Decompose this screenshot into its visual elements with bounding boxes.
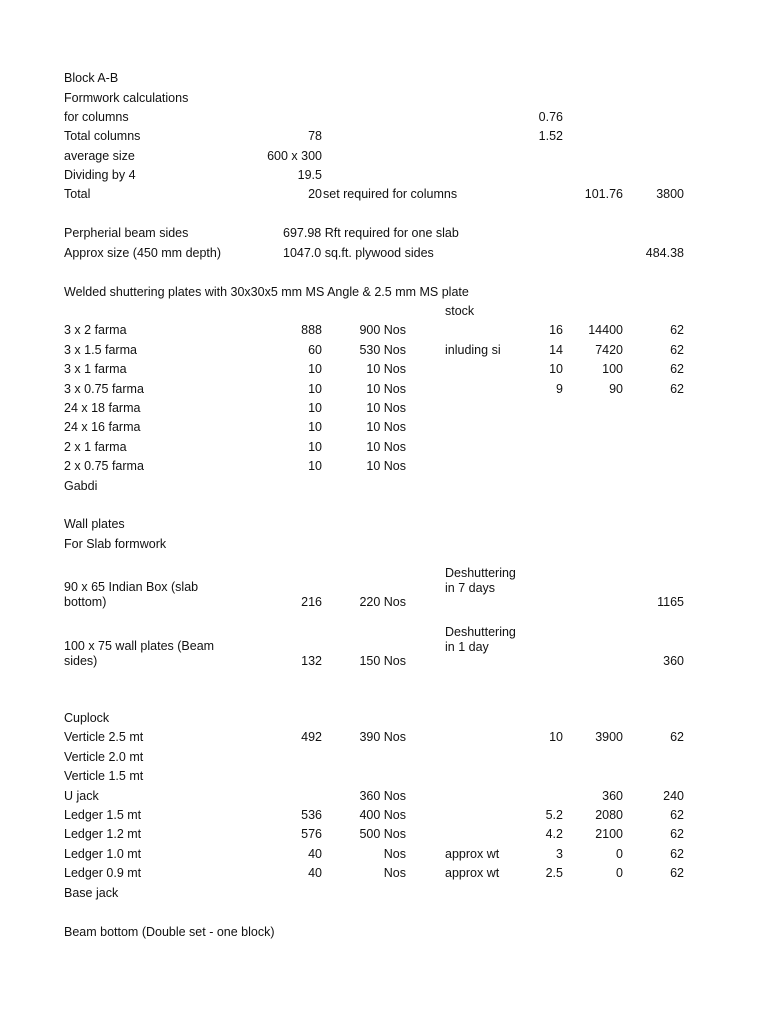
- cell-f[interactable]: 14400: [588, 323, 623, 337]
- cell-d[interactable]: inluding si: [445, 343, 501, 357]
- cell-b[interactable]: 492: [301, 730, 322, 744]
- cell-e[interactable]: 5.2: [545, 808, 563, 822]
- cell-d[interactable]: stock: [445, 304, 475, 318]
- cell-b[interactable]: 10: [308, 440, 322, 454]
- cell-b[interactable]: 78: [308, 129, 322, 143]
- cell-c-text[interactable]: set required for columns: [323, 187, 458, 201]
- cell-a[interactable]: 24 x 16 farma: [64, 420, 141, 434]
- cell-a[interactable]: Ledger 1.5 mt: [64, 808, 142, 822]
- cell-b[interactable]: 600 x 300: [267, 149, 322, 163]
- cell-d[interactable]: Deshuttering in 1 day: [445, 625, 516, 654]
- cell-c[interactable]: 150 Nos: [359, 654, 406, 668]
- cell-a[interactable]: 3 x 1.5 farma: [64, 343, 137, 357]
- cell-e[interactable]: 2.5: [545, 866, 563, 880]
- cell-e[interactable]: 4.2: [545, 827, 563, 841]
- cell-f[interactable]: 90: [609, 382, 623, 396]
- cell-e[interactable]: 0.76: [538, 110, 563, 124]
- cell-c[interactable]: 900 Nos: [359, 323, 406, 337]
- cell-a[interactable]: Verticle 1.5 mt: [64, 769, 144, 783]
- cell-a[interactable]: 3 x 0.75 farma: [64, 382, 144, 396]
- cell-e[interactable]: 1.52: [538, 129, 563, 143]
- cell-g[interactable]: 62: [670, 730, 684, 744]
- cell-a[interactable]: Beam bottom (Double set - one block): [64, 925, 275, 939]
- cell-d[interactable]: approx wt: [445, 847, 500, 861]
- cell-a[interactable]: Approx size (450 mm depth): [64, 246, 222, 260]
- cell-c[interactable]: 220 Nos: [359, 595, 406, 609]
- cell-c[interactable]: 10 Nos: [366, 401, 406, 415]
- cell-b[interactable]: 10: [308, 420, 322, 434]
- cell-a[interactable]: Ledger 1.2 mt: [64, 827, 142, 841]
- cell-a[interactable]: average size: [64, 149, 135, 163]
- cell-a[interactable]: Gabdi: [64, 479, 98, 493]
- cell-g[interactable]: 62: [670, 323, 684, 337]
- cell-c[interactable]: 10 Nos: [366, 420, 406, 434]
- cell-c[interactable]: 10 Nos: [366, 440, 406, 454]
- cell-d[interactable]: Deshuttering in 7 days: [445, 566, 516, 595]
- cell-g[interactable]: 62: [670, 866, 684, 880]
- cell-a[interactable]: Verticle 2.5 mt: [64, 730, 144, 744]
- cell-c[interactable]: 10 Nos: [366, 459, 406, 473]
- cell-a[interactable]: Base jack: [64, 886, 119, 900]
- cell-f[interactable]: 101.76: [584, 187, 623, 201]
- cell-e[interactable]: 14: [549, 343, 563, 357]
- cell-a[interactable]: Perpherial beam sides: [64, 226, 189, 240]
- cell-e[interactable]: 9: [556, 382, 563, 396]
- cell-a[interactable]: for columns: [64, 110, 129, 124]
- cell-a[interactable]: 100 x 75 wall plates (Beam sides): [64, 639, 215, 668]
- cell-a[interactable]: Block A-B: [64, 71, 119, 85]
- cell-a[interactable]: Total columns: [64, 129, 141, 143]
- cell-c[interactable]: Nos: [383, 866, 406, 880]
- cell-f[interactable]: 0: [616, 866, 623, 880]
- cell-b[interactable]: 60: [308, 343, 322, 357]
- cell-f[interactable]: 100: [602, 362, 623, 376]
- cell-b[interactable]: 10: [308, 459, 322, 473]
- cell-b[interactable]: 40: [308, 866, 322, 880]
- cell-g[interactable]: 62: [670, 847, 684, 861]
- cell-g[interactable]: 62: [670, 808, 684, 822]
- cell-f[interactable]: 0: [616, 847, 623, 861]
- cell-a[interactable]: Ledger 1.0 mt: [64, 847, 142, 861]
- cell-g[interactable]: 62: [670, 343, 684, 357]
- cell-a[interactable]: Verticle 2.0 mt: [64, 750, 144, 764]
- cell-b[interactable]: 888: [301, 323, 322, 337]
- cell-g[interactable]: 62: [670, 362, 684, 376]
- cell-g[interactable]: 240: [663, 789, 684, 803]
- cell-b[interactable]: 216: [301, 595, 322, 609]
- cell-a[interactable]: 3 x 1 farma: [64, 362, 127, 376]
- cell-a[interactable]: Ledger 0.9 mt: [64, 866, 142, 880]
- cell-c[interactable]: 10 Nos: [366, 362, 406, 376]
- cell-d[interactable]: approx wt: [445, 866, 500, 880]
- cell-a[interactable]: For Slab formwork: [64, 537, 167, 551]
- cell-c[interactable]: 360 Nos: [359, 789, 406, 803]
- cell-c[interactable]: Nos: [383, 847, 406, 861]
- cell-f[interactable]: 2080: [595, 808, 623, 822]
- cell-e[interactable]: 10: [549, 362, 563, 376]
- cell-a[interactable]: Dividing by 4: [64, 168, 136, 182]
- cell-a[interactable]: 24 x 18 farma: [64, 401, 141, 415]
- cell-f[interactable]: 7420: [595, 343, 623, 357]
- cell-e[interactable]: 10: [549, 730, 563, 744]
- cell-c[interactable]: 390 Nos: [359, 730, 406, 744]
- cell-a[interactable]: Total: [64, 187, 91, 201]
- cell-g[interactable]: 62: [670, 827, 684, 841]
- cell-b[interactable]: 10: [308, 382, 322, 396]
- cell-c[interactable]: 500 Nos: [359, 827, 406, 841]
- cell-a[interactable]: 2 x 1 farma: [64, 440, 127, 454]
- cell-f[interactable]: 360: [602, 789, 623, 803]
- cell-g[interactable]: 484.38: [645, 246, 684, 260]
- cell-a[interactable]: Wall plates: [64, 517, 125, 531]
- cell-g[interactable]: 62: [670, 382, 684, 396]
- cell-a[interactable]: Cuplock: [64, 711, 110, 725]
- cell-a[interactable]: U jack: [64, 789, 99, 803]
- cell-f[interactable]: 2100: [595, 827, 623, 841]
- cell-b[interactable]: 10: [308, 401, 322, 415]
- cell-b[interactable]: 19.5: [297, 168, 322, 182]
- cell-a[interactable]: Formwork calculations: [64, 91, 189, 105]
- cell-c[interactable]: 10 Nos: [366, 382, 406, 396]
- cell-e[interactable]: 3: [556, 847, 563, 861]
- cell-c[interactable]: 530 Nos: [359, 343, 406, 357]
- cell-b[interactable]: 40: [308, 847, 322, 861]
- cell-b[interactable]: 576: [301, 827, 322, 841]
- cell-a[interactable]: 2 x 0.75 farma: [64, 459, 144, 473]
- cell-a[interactable]: Welded shuttering plates with 30x30x5 mm MS Angle & 2.5 mm MS plate: [64, 285, 469, 299]
- cell-b[interactable]: 536: [301, 808, 322, 822]
- cell-g[interactable]: 1165: [657, 595, 684, 609]
- cell-a[interactable]: 3 x 2 farma: [64, 323, 127, 337]
- cell-g[interactable]: 3800: [656, 187, 684, 201]
- cell-a[interactable]: 90 x 65 Indian Box (slab bottom): [64, 580, 199, 609]
- cell-f[interactable]: 3900: [595, 730, 623, 744]
- cell-b[interactable]: 1047.0 sq.ft. plywood sides: [283, 246, 434, 260]
- cell-b[interactable]: 132: [301, 654, 322, 668]
- cell-b[interactable]: 10: [308, 362, 322, 376]
- cell-b[interactable]: 697.98 Rft required for one slab: [283, 226, 459, 240]
- cell-c[interactable]: 400 Nos: [359, 808, 406, 822]
- cell-g[interactable]: 360: [663, 654, 684, 668]
- cell-e[interactable]: 16: [549, 323, 563, 337]
- cell-b[interactable]: 20: [308, 187, 322, 201]
